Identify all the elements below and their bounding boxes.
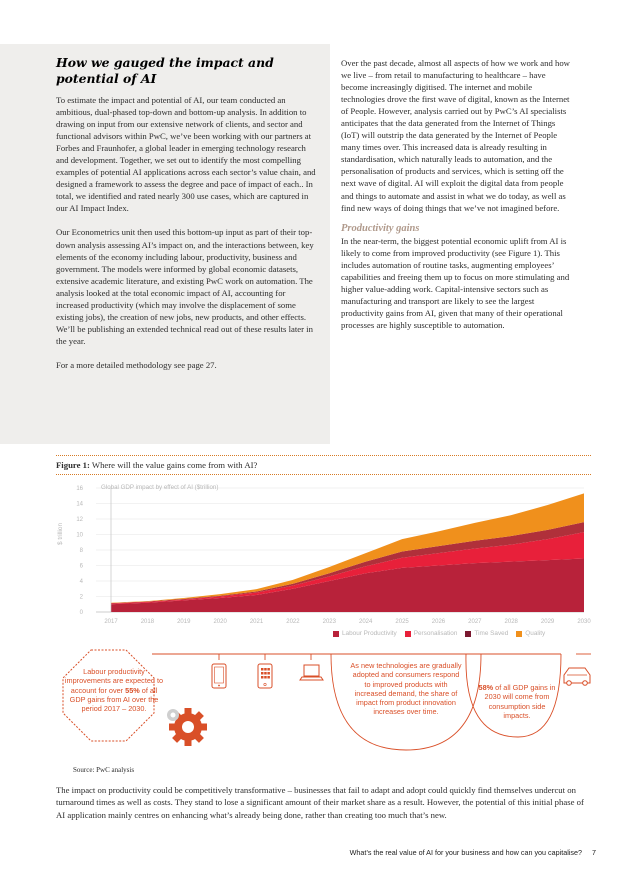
- figure-label: Figure 1:: [56, 460, 90, 470]
- x-tick-label: 2025: [395, 619, 409, 625]
- y-tick-label: 8: [79, 548, 83, 554]
- productivity-subheading: Productivity gains: [341, 222, 420, 234]
- legend-item-time-saved: [465, 630, 508, 637]
- body-paragraph-1: Over the past decade, almost all aspects of how we work and how we live – from retail to manufacturing to healthcare – have become increasingly digitised. The internet and mobile technologies drove the first wave of digital, known as the Internet of People. However, analysis carried out by PwC’s AI specialists anticipates that the data generated from the Internet of Things (IoT) will outstrip the data generated by the Internet of People many times over. This increased data is already resulting in standardisation, which naturally leads to automation, and the personalisation of products and services, which is setting off the next wave of digital. AI will exploit the digital data from people and things to automate and assist in what we do today, as well as find new ways of doing things that we’ve not imagined before.: [341, 58, 570, 213]
- gdp-impact-area-chart: [56, 478, 596, 643]
- chart-legend: [333, 630, 545, 637]
- page-number: 7: [592, 848, 596, 857]
- methodology-text: [56, 55, 318, 371]
- y-tick-label: 16: [76, 486, 83, 492]
- legend-item-labour: [333, 630, 397, 637]
- y-tick-label: 2: [79, 594, 83, 601]
- labour-productivity-callout: [64, 667, 164, 713]
- small-gear-icon: [167, 709, 179, 721]
- conclusion-paragraph: The impact on productivity could be competitively transformative – businesses that fail to adapt and adopt could quickly find themselves undercut on turnaround times as well as costs. They stand to lose a significant amount of their market share as a result. However, the potential of this initial phase of AI application mainly centres on enhancing what’s already being done, rather than creating too much that’s new.: [56, 785, 584, 820]
- tablet-icon: [212, 664, 226, 688]
- figure-title: [56, 460, 257, 470]
- y-tick-label: 12: [76, 517, 83, 523]
- legend-item-quality: [516, 630, 545, 637]
- footer-title: What’s the real value of AI for your business and how can you capitalise?: [349, 848, 582, 857]
- legend-swatch-labour: [333, 631, 339, 637]
- car-icon: [564, 654, 591, 685]
- x-tick-label: 2024: [359, 619, 373, 625]
- x-tick-label: 2018: [140, 619, 155, 625]
- x-tick-label: 2022: [286, 619, 300, 625]
- y-tick-label: 0: [79, 610, 83, 616]
- consumption-callout-percent: 58%: [478, 683, 494, 692]
- figure-rule-bottom: [56, 474, 591, 475]
- product-innovation-callout: As new technologies are gradually adopted and consumers respond to improved products with increased demand, the share of impact from product innovation increases over time.: [350, 661, 462, 717]
- consumption-callout: [476, 683, 558, 720]
- legend-label-quality: Quality: [525, 630, 546, 637]
- x-tick-label: 2030: [577, 619, 591, 625]
- methodology-paragraph-2: Our Econometrics unit then used this bottom-up input as part of their top-down analysis assessing AI’s impact on, and the interactions between, key elements of the economy including labour, productivity, business and government. The models were informed by global economic datasets, extensive academic literature, and existing PwC work on automation. The analysis looked at the total economic impact of AI, accounting for increased productivity (which may involve the displacement of some existing jobs), the creation of new jobs, new products, and other effects. We’ll be publishing an extended technical read out of these results later in the year.: [56, 227, 314, 346]
- y-tick-label: 14: [76, 501, 83, 508]
- x-tick-label: 2026: [431, 619, 446, 625]
- labour-callout-percent: 55%: [125, 685, 140, 695]
- figure-source: Source: PwC analysis: [73, 766, 135, 774]
- consumption-callout-post: of all GDP gains in 2030 will come from consumption side impacts.: [484, 683, 556, 720]
- x-tick-label: 2017: [104, 619, 118, 625]
- legend-label-time-saved: Time Saved: [474, 630, 509, 637]
- labour-callout-pre: Labour productivity improvements are expected to account for over: [64, 667, 164, 695]
- x-tick-label: 2019: [177, 619, 191, 625]
- x-tick-label: 2020: [213, 619, 227, 625]
- phone-icon: [258, 664, 272, 688]
- page-footer: [300, 848, 596, 857]
- figure-rule-top: [56, 455, 591, 456]
- body-column: [341, 57, 573, 331]
- x-tick-label: 2029: [540, 619, 555, 625]
- laptop-icon: [300, 665, 323, 680]
- methodology-heading: How we gauged the impact and potential of AI: [56, 55, 274, 86]
- y-tick-label: 6: [79, 563, 83, 570]
- legend-item-personalisation: [405, 630, 458, 637]
- methodology-paragraph-1: To estimate the impact and potential of AI, our team conducted an ambitious, dual-phased top-down and bottom-up analysis. In addition to drawing on input from our extensive network of clients, and sector and functional advisors within PwC, we’ve been working with our partners at Forbes and Fraunhofer, a global leader in emerging technology research and development. Together, we set out to identify the most compelling examples of potential AI applications across each sector’s value chain, and designed a framework to assess the degree and pace of impact of each.. In total, we identified and rated nearly 300 use cases, which are captured in our AI Impact Index.: [56, 95, 316, 214]
- chart-title: Global GDP impact by effect of AI ($trillion): [101, 484, 219, 491]
- x-tick-label: 2027: [468, 619, 482, 625]
- chart-y-axis-label: $ trillion: [57, 522, 64, 545]
- legend-label-personalisation: Personalisation: [413, 630, 458, 637]
- methodology-paragraph-3: For a more detailed methodology see page 27.: [56, 359, 217, 370]
- legend-label-labour: Labour Productivity: [342, 630, 397, 637]
- x-tick-label: 2021: [249, 619, 264, 625]
- labour-callout-post: of all GDP gains from AI over the period 2017 – 2030.: [69, 685, 159, 714]
- x-tick-label: 2028: [504, 619, 518, 625]
- y-tick-label: 4: [79, 579, 83, 585]
- figure-caption: Where will the value gains come from with AI?: [91, 460, 258, 470]
- body-paragraph-2: In the near-term, the biggest potential economic uplift from AI is likely to come from improved productivity (see Figure 1). This includes automation of routine tasks, augmenting employees’ capabilities and freeing them up to focus on more stimulating and higher value-adding work. Capital-intensive sectors such as manufacturing and transport are likely to see the largest productivity gains from AI, given that many of their operational processes are highly susceptible to automation.: [341, 235, 570, 330]
- x-tick-label: 2023: [322, 619, 336, 625]
- y-tick-label: 10: [76, 532, 83, 539]
- legend-swatch-time-saved: [465, 631, 471, 637]
- legend-swatch-quality: [516, 631, 522, 637]
- legend-swatch-personalisation: [405, 631, 411, 637]
